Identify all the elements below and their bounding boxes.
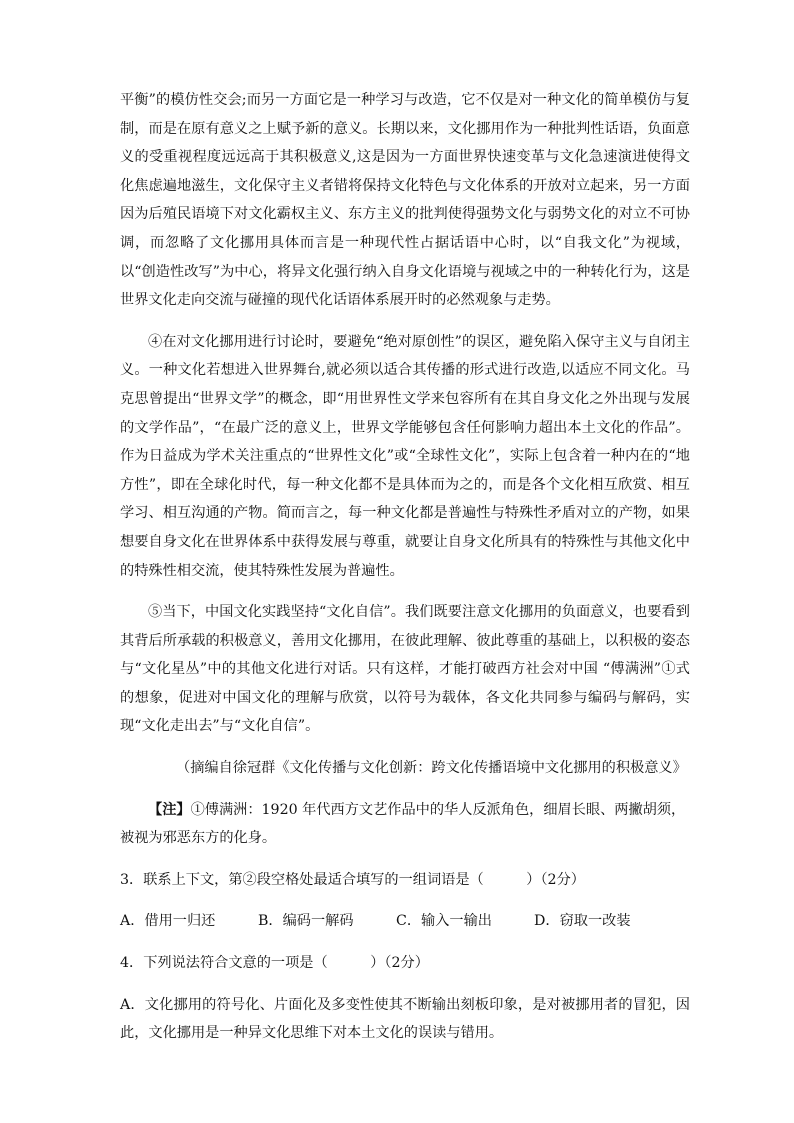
option-a: A．借用一归还: [120, 913, 216, 930]
paragraph-5: ⑤当下，中国文化实践坚持“文化自信”。我们既要注意文化挪用的负面意义，也要看到其背后所承载的积极意义，善用文化挪用，在彼此理解、彼此尊重的基础上，以积极的姿态与“文化星丛”中的其他文化进行对话。只有这样，才能打破西方社会对中国 “傅满洲”①式的想象，促进对中国文化的理解与欣赏，以符号为载体，各文化共同参与编码与解码，实现“文化走出去”与“文化自信”。: [120, 604, 690, 735]
question-4-stem: 4．下列说法符合文意的一项是（ ）（2分）: [120, 955, 429, 972]
paragraph-4: ④在对文化挪用进行讨论时，要避免“绝对原创性”的误区，避免陷入保守主义与自闭主义。一种文化若想进入世界舞台,就必须以适合其传播的形式进行改造,以适应不同文化。马克思曾提出“世界文学”的概念，即“用世界性文学来包容所有在其自身文化之外出现与发展的文学作品”，“在最广泛的意义上，世界文学能够包含任何影响力超出本土文化的作品”。作为日益成为学术关注重点的“世界性文化”或“全球性文化”，实际上包含着一种内在的“地方性”，即在全球化时代，每一种文化都不是具体而为之的，而是各个文化相互欣赏、相互学习、相互沟通的产物。简而言之，每一种文化都是普遍性与特殊性矛盾对立的产物，如果想要自身文化在世界体系中获得发展与尊重，就要让自身文化所具有的特殊性与其他文化中的特殊性相交流，使其特殊性发展为普遍性。: [120, 333, 690, 579]
footnote: [120, 796, 690, 853]
question-3-stem: 3．联系上下文，第②段空格处最适合填写的一组词语是（ ）（2分）: [120, 871, 585, 888]
question-3-options: [120, 907, 690, 936]
question-4-option-a: A．文化挪用的符号化、片面化及多变性使其不断输出刻板印象，是对被挪用者的冒犯，因此，文化挪用是一种异文化思维下对本土文化的误读与错用。: [120, 996, 690, 1042]
option-d: D．窃取一改装: [534, 913, 631, 930]
source-citation: （摘编自徐冠群《文化传播与文化创新：跨文化传播语境中文化挪用的积极意义》: [176, 760, 687, 777]
paragraph-3-continued: 平衡”的模仿性交会;而另一方面它是一种学习与改造，它不仅是对一种文化的简单模仿与复制，而是在原有意义之上赋予新的意义。长期以来，文化挪用作为一种批判性话语，负面意义的受重视程度远远高于其积极意义,这是因为一方面世界快速变革与文化急速演进使得文化焦虑遍地滋生，文化保守主义者错将保持文化特色与文化体系的开放对立起来，另一方面因为后殖民语境下对文化霸权主义、东方主义的批判使得强势文化与弱势文化的对立不可协调，而忽略了文化挪用具体而言是一种现代性占据话语中心时，以“自我文化”为视域，以“创造性改写”为中心，将异文化强行纳入自身文化语境与视域之中的一种转化行为，这是世界文化走向交流与碰撞的现代化话语体系展开时的必然观象与走势。: [120, 92, 690, 309]
footnote-label: 【注】: [148, 801, 191, 818]
footnote-text: ①傅满洲：1920 年代西方文艺作品中的华人反派角色，细眉长眼、两撇胡须，被视为邪恶东方的化身。: [120, 801, 686, 847]
document-page: [120, 86, 690, 1048]
option-b: B．编码一解码: [258, 913, 354, 930]
option-c: C．输入一输出: [396, 913, 492, 930]
